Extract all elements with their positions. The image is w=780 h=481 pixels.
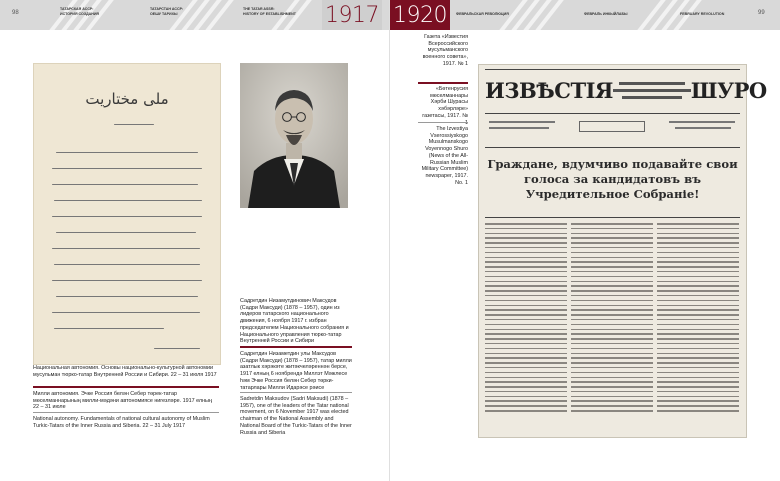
caption-portrait-ru: Садретдин Низамутдинович Максудов (Садри Максуди) (1878 – 1957), один из лидеров татарского национального движения, 6 ноября 1917 г. избран председателем Национального собрания и Национального управления тюрко-татар Внутренней России и Сибири [240, 298, 349, 345]
portrait-photo [240, 63, 348, 208]
header-tt-right: ФЕВРАЛЬ ИНКЫЙЛАБЫ [584, 12, 628, 16]
header-en-left: THE TATAR ASSR: HISTORY OF ESTABLISHMENT [243, 7, 296, 16]
caption-portrait-en: Sadretdin Maksudov (Sadri Maksudi) (1878 – 1957), one of the leaders of the Tatar national movement, on 6 November 1917 was elected chairman of the National Assembly and National Board of the Turkic-Tatars of the Inner Russia and Siberia [240, 396, 352, 436]
header-ru-right: ФЕВРАЛЬСКАЯ РЕВОЛЮЦИЯ [456, 12, 509, 16]
newspaper-image [478, 64, 767, 438]
masthead-left: ИЗВѢСТІЯ [485, 77, 613, 103]
newspaper-masthead [485, 73, 767, 107]
caption-manuscript-en: National autonomy. Fundamentals of national cultural autonomy of Muslim Turkic-Tatars of the Inner Russia and Siberia. 22 – 31 July 1917 [33, 416, 210, 429]
manuscript-title-script: ملی مختاریت [85, 90, 169, 108]
caption-divider-red [33, 386, 219, 388]
masthead-subtitle [613, 82, 691, 99]
year-label-left: 1917 [322, 0, 382, 30]
header-tt-left: ТАТАРСТАН АССР: ОЕШУ ТАРИХЫ [150, 7, 184, 16]
masthead-right: ШУРО [690, 77, 767, 103]
newspaper-column [485, 223, 567, 429]
caption-divider-red [240, 346, 352, 348]
header-en-right: FEBRUARY REVOLUTION [680, 12, 725, 16]
year-label-right: 1920 [390, 0, 450, 30]
header-ru-left: ТАТАРСКАЯ АССР: ИСТОРИЯ СОЗДАНИЯ [60, 7, 100, 16]
caption-divider [418, 122, 468, 123]
caption-divider-red [418, 82, 468, 84]
newspaper-column [571, 223, 653, 429]
caption-divider [240, 392, 352, 393]
caption-divider [33, 412, 219, 413]
page-number-left: 98 [12, 10, 19, 16]
caption-portrait-tt: Садретдин Низаметдин улы Максудов (Садри Максуди) (1878 – 1957), татар милли азатлык хәрәкәте житәкчеләреннән берсе, 1917 елның 6 ноябрендә Миллэт Мәжлесе һәм Эчке Россия белән Себер төрки-татарлары Милли Идарәсе рәисе [240, 351, 352, 391]
caption-newspaper-tt: «Бөтенрусия мөселманнары Хәрби Шурасы хәбәрләре» газетасы, 1917. № [422, 86, 468, 119]
portrait-illustration [240, 63, 348, 208]
caption-manuscript-ru: Национальная автономия. Основы национально-культурной автономии мусульман тюрко-татар Внутренней России и Сибири. 22 – 31 июля 1917 [33, 365, 217, 378]
newspaper-headline: Граждане, вдумчиво подавайте свои голоса за кандидатовъ въ Учредительное Собраніе! [487, 157, 738, 201]
caption-newspaper-en: The Izvestiya Vserossiyskogo Musulmanskogo Voyennogo Shuro (News of the All-Russian Muslim Military Committee) newspaper, 1917. No. 1 [421, 126, 468, 186]
caption-newspaper-ru: Газета «Известия Всероссийского мусульманского военного совета», 1917. № 1 [422, 34, 468, 67]
manuscript-image [33, 63, 221, 365]
page-number-right: 99 [758, 10, 765, 16]
caption-manuscript-tt: Милли автономия. Эчке Россия белән Себер төрек-татар мөселманнарының милли-мәдәни автономиясе нигезләре. 1917 елның 22 – 31 июле [33, 391, 212, 411]
newspaper-column [657, 223, 739, 429]
